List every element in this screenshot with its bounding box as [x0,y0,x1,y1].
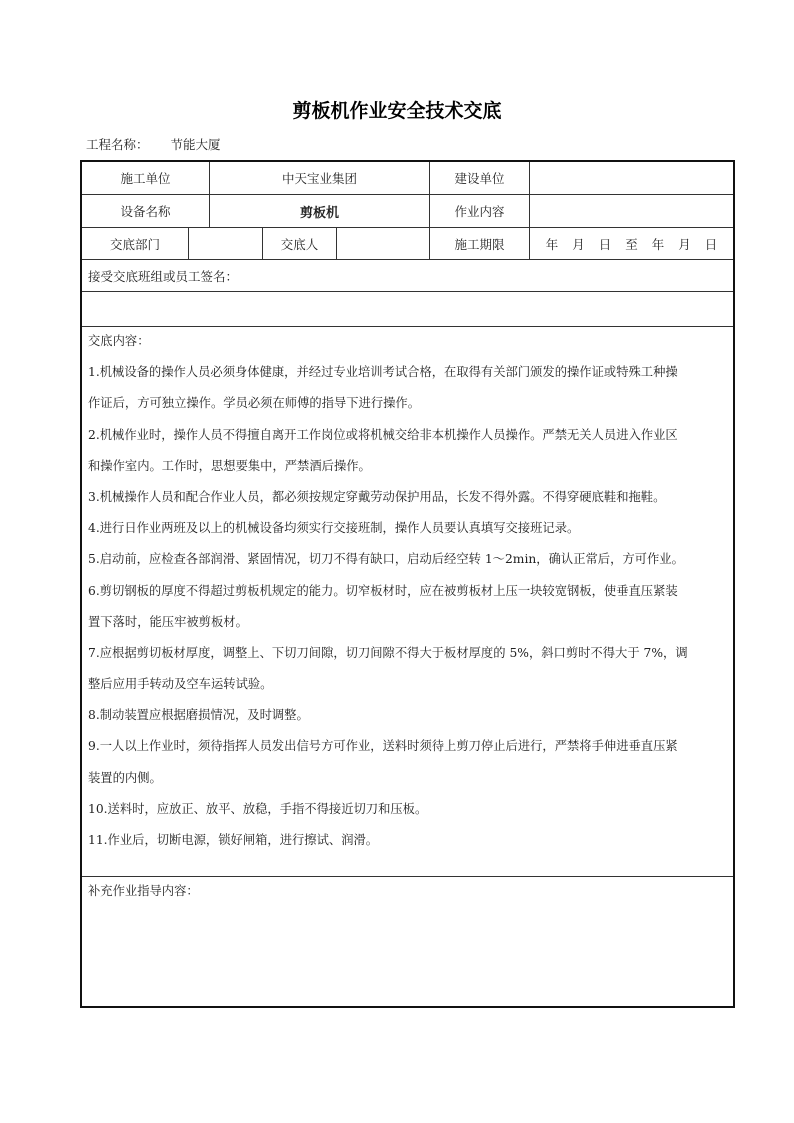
work-content-value [530,195,733,228]
period-month: 月 [572,236,585,252]
supplement-label: 补充作业指导内容： [88,884,199,898]
build-unit-label: 建设单位 [430,162,530,195]
period-month-end: 月 [678,236,691,252]
content-line: 2.机械作业时，操作人员不得擅自离开工作岗位或将机械交给非本机操作人员操作。严禁无关人员进入作业区 [88,427,678,442]
content-line: 4.进行日作业两班及以上的机械设备均须实行交接班制，操作人员要认真填写交接班记录。 [88,521,580,536]
content-line: 5.启动前，应检查各部润滑、紧固情况，切刀不得有缺口，启动后经空转 1～2min，确认正常后，方可作业。 [88,552,684,567]
period-label: 施工期限 [430,228,530,260]
dept-label: 交底部门 [82,228,189,260]
work-content-label: 作业内容 [430,195,530,228]
period-day: 日 [598,236,612,252]
period-day-end: 日 [704,236,718,252]
content-line: 作证后，方可独立操作。学员必须在师傅的指导下进行操作。 [88,396,421,411]
project-name [86,135,221,153]
content-label: 交底内容： [88,334,150,348]
disclosure-table [80,160,735,1008]
sign-area[interactable] [82,292,733,327]
content-line: 整后应用手转动及空车运转试验。 [88,677,273,692]
disclosure-content [82,327,733,877]
period-to: 至 [625,236,638,252]
period-year: 年 [545,236,559,252]
content-line: 11.作业后，切断电源，锁好闸箱，进行擦试、润滑。 [88,833,379,847]
project-label: 工程名称： [86,137,149,152]
content-line: 和操作室内。工作时，思想要集中，严禁酒后操作。 [88,458,371,473]
content-line: 10.送料时，应放正、放平、放稳，手指不得接近切刀和压板。 [88,801,428,816]
content-line: 置下落时，能压牢被剪板材。 [88,614,248,629]
content-line: 6.剪切钢板的厚度不得超过剪板机规定的能力。切窄板材时，应在被剪板材上压一块较宽钢板，使垂直压紧装 [88,583,678,598]
construction-unit-label: 施工单位 [82,162,210,195]
equipment-value: 剪板机 [210,195,430,228]
person-label: 交底人 [263,228,337,260]
dept-value [189,228,263,260]
supplement-section [82,877,733,1006]
content-line: 3.机械操作人员和配合作业人员，都必须按规定穿戴劳动保护用品，长发不得外露。不得穿硬底鞋和拖鞋。 [88,489,666,504]
sign-label: 接受交底班组或员工签名： [82,260,733,292]
period-value [530,228,733,260]
project-value: 节能大厦 [170,137,221,152]
equipment-label: 设备名称 [82,195,210,228]
content-line: 1.机械设备的操作人员必须身体健康，并经过专业培训考试合格，在取得有关部门颁发的操作证或特殊工种操 [88,365,678,380]
content-line: 7.应根据剪切板材厚度，调整上、下切刀间隙，切刀间隙不得大于板材厚度的 5%，斜口剪时不得大于 7%，调 [88,645,688,660]
build-unit-value [530,162,733,195]
construction-unit-value: 中天宝业集团 [210,162,430,195]
page-title: 剪板机作业安全技术交底 [292,100,502,122]
person-value [337,228,430,260]
content-line: 装置的内侧。 [88,770,162,785]
content-line: 9.一人以上作业时，须待指挥人员发出信号方可作业，送料时须待上剪刀停止后进行，严禁将手伸进垂直压紧 [88,739,678,754]
content-line: 8.制动装置应根据磨损情况，及时调整。 [88,708,309,723]
period-year-end: 年 [651,236,665,252]
